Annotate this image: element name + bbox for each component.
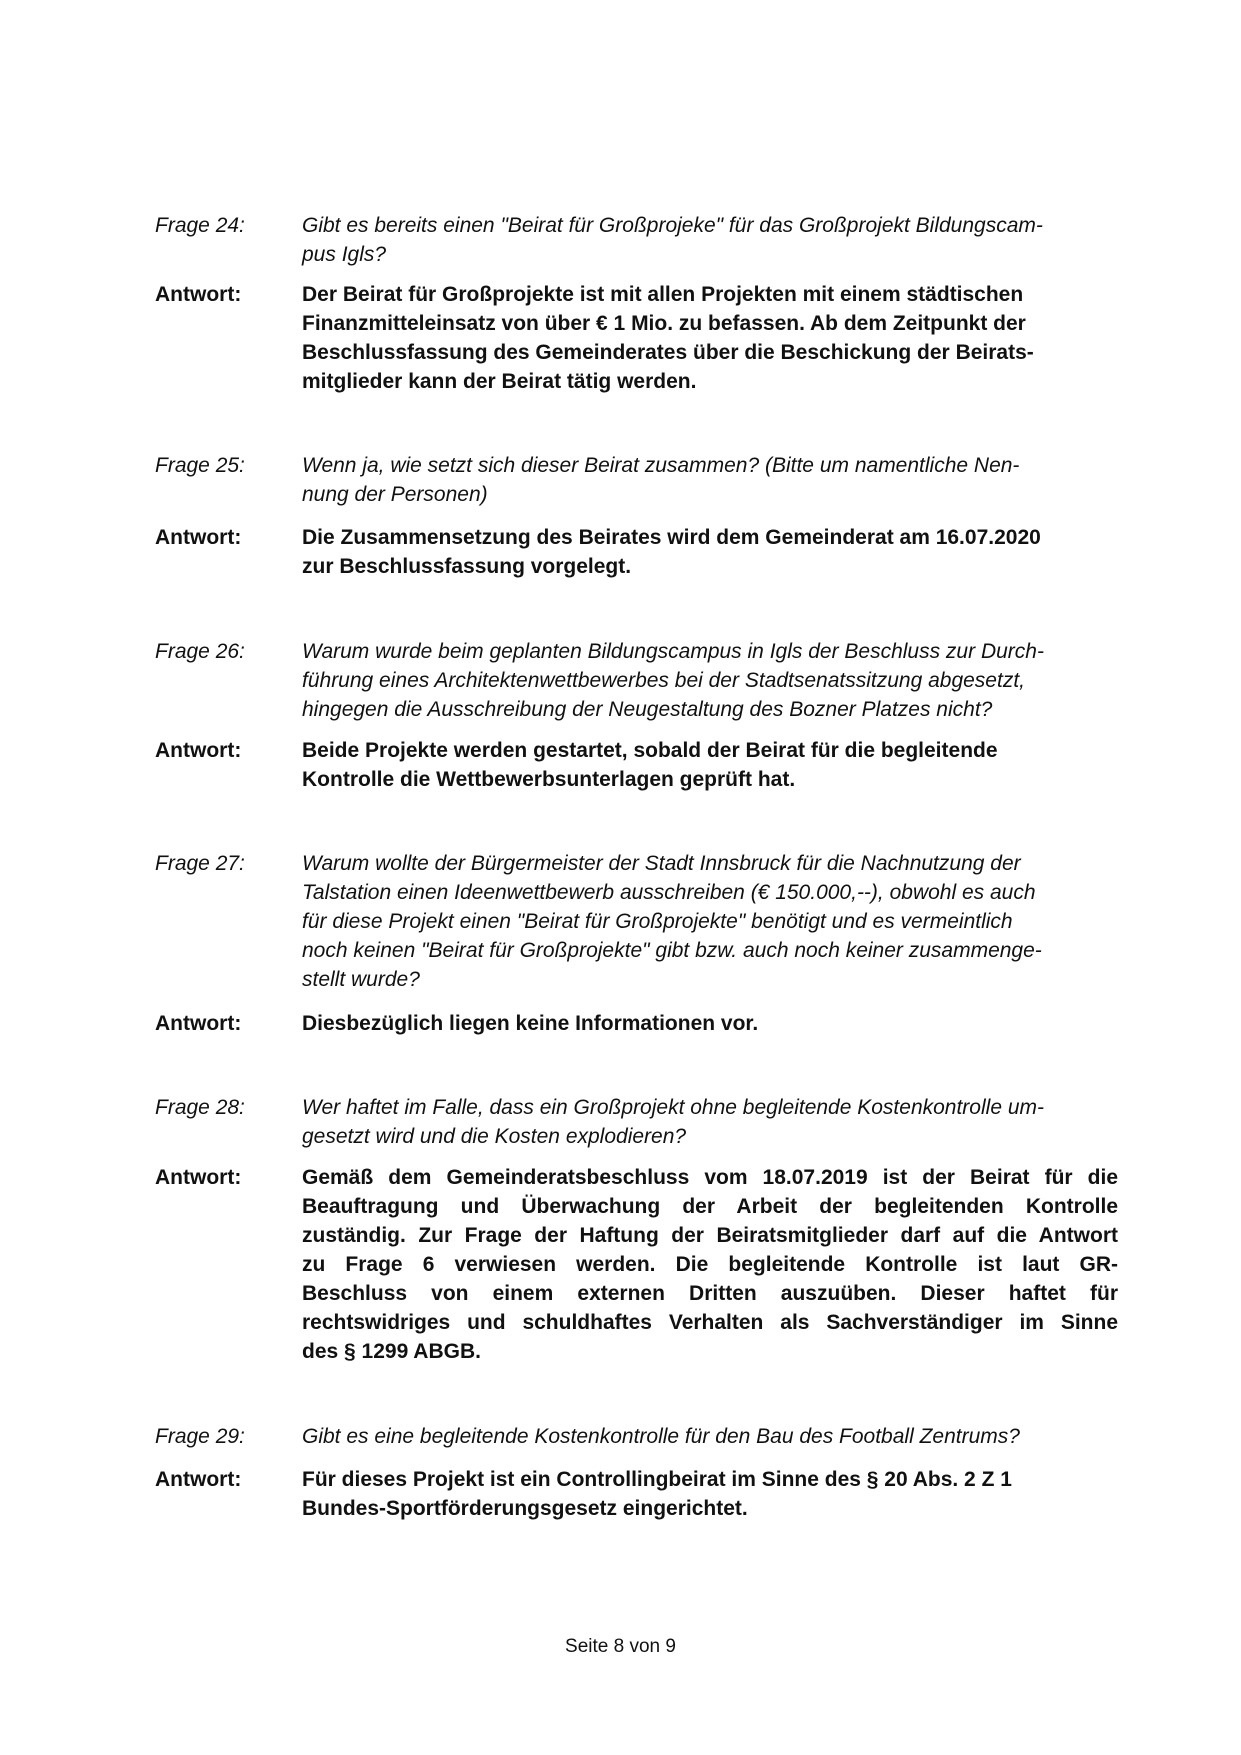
- text-line: rechtswidriges und schuldhaftes Verhalten als Sachverständiger im Sinne: [302, 1311, 1118, 1334]
- question-text: [302, 1093, 1118, 1151]
- page-number: Seite 8 von 9: [565, 1636, 676, 1657]
- question-label: Frage 29:: [155, 1425, 245, 1448]
- text-line: Diesbezüglich liegen keine Informationen vor.: [302, 1012, 759, 1035]
- text-line: Beschlussfassung des Gemeinderates über die Beschickung der Beirats-: [302, 341, 1034, 364]
- answer-label: Antwort:: [155, 1166, 242, 1189]
- answer-text: [302, 1009, 1118, 1038]
- text-line: Bundes-Sportförderungsgesetz eingerichtet.: [302, 1497, 748, 1520]
- text-line: hingegen die Ausschreibung der Neugestaltung des Bozner Platzes nicht?: [302, 698, 993, 721]
- answer-text: [302, 1465, 1118, 1523]
- text-line: stellt wurde?: [302, 968, 420, 991]
- answer-text: [302, 523, 1118, 581]
- answer-text: [302, 280, 1118, 396]
- question-label: Frage 26:: [155, 640, 245, 663]
- text-line: Die Zusammensetzung des Beirates wird dem Gemeinderat am 16.07.2020: [302, 526, 1041, 549]
- text-line: Wer haftet im Falle, dass ein Großprojekt ohne begleitende Kostenkontrolle um-: [302, 1096, 1044, 1119]
- text-line: Der Beirat für Großprojekte ist mit allen Projekten mit einem städtischen: [302, 283, 1024, 306]
- text-line: Kontrolle die Wettbewerbsunterlagen geprüft hat.: [302, 768, 796, 791]
- text-line: mitglieder kann der Beirat tätig werden.: [302, 370, 697, 393]
- text-line: für diese Projekt einen "Beirat für Großprojekte" benötigt und es vermeintlich: [302, 910, 1013, 933]
- question-label: Frage 27:: [155, 852, 245, 875]
- text-line: zur Beschlussfassung vorgelegt.: [302, 555, 632, 578]
- question-label: Frage 28:: [155, 1096, 245, 1119]
- text-line: noch keinen "Beirat für Großprojekte" gibt bzw. auch noch keiner zusammenge-: [302, 939, 1042, 962]
- text-line: Talstation einen Ideenwettbewerb ausschreiben (€ 150.000,--), obwohl es auch: [302, 881, 1036, 904]
- question-text: [302, 1422, 1118, 1451]
- answer-text: [302, 736, 1118, 794]
- text-line: pus Igls?: [302, 243, 387, 266]
- text-line: Beschluss von einem externen Dritten auszuüben. Dieser haftet für: [302, 1282, 1118, 1305]
- answer-label: Antwort:: [155, 1468, 242, 1491]
- question-text: [302, 451, 1118, 509]
- text-line: des § 1299 ABGB.: [302, 1340, 481, 1363]
- text-line: Warum wollte der Bürgermeister der Stadt Innsbruck für die Nachnutzung der: [302, 852, 1021, 875]
- text-line: Beauftragung und Überwachung der Arbeit der begleitenden Kontrolle: [302, 1195, 1118, 1218]
- text-line: zuständig. Zur Frage der Haftung der Beiratsmitglieder darf auf die Antwort: [302, 1224, 1118, 1247]
- answer-label: Antwort:: [155, 526, 242, 549]
- text-line: Für dieses Projekt ist ein Controllingbeirat im Sinne des § 20 Abs. 2 Z 1: [302, 1468, 1012, 1491]
- answer-label: Antwort:: [155, 283, 242, 306]
- text-line: Gemäß dem Gemeinderatsbeschluss vom 18.07.2019 ist der Beirat für die: [302, 1166, 1118, 1189]
- text-line: Gibt es eine begleitende Kostenkontrolle für den Bau des Football Zentrums?: [302, 1425, 1020, 1448]
- question-label: Frage 25:: [155, 454, 245, 477]
- text-line: nung der Personen): [302, 483, 488, 506]
- text-line: zu Frage 6 verwiesen werden. Die begleitende Kontrolle ist laut GR-: [302, 1253, 1118, 1276]
- question-text: [302, 211, 1118, 269]
- text-line: Finanzmitteleinsatz von über € 1 Mio. zu befassen. Ab dem Zeitpunkt der: [302, 312, 1026, 335]
- text-line: führung eines Architektenwettbewerbes bei der Stadtsenatssitzung abgesetzt,: [302, 669, 1025, 692]
- answer-label: Antwort:: [155, 739, 242, 762]
- answer-text: [302, 1163, 1118, 1366]
- text-line: gesetzt wird und die Kosten explodieren?: [302, 1125, 687, 1148]
- text-line: Warum wurde beim geplanten Bildungscampus in Igls der Beschluss zur Durch-: [302, 640, 1044, 663]
- text-line: Gibt es bereits einen "Beirat für Großprojeke" für das Großprojekt Bildungscam-: [302, 214, 1043, 237]
- text-line: Wenn ja, wie setzt sich dieser Beirat zusammen? (Bitte um namentliche Nen-: [302, 454, 1020, 477]
- question-label: Frage 24:: [155, 214, 245, 237]
- text-line: Beide Projekte werden gestartet, sobald der Beirat für die begleitende: [302, 739, 998, 762]
- question-text: [302, 637, 1118, 724]
- question-text: [302, 849, 1118, 994]
- answer-label: Antwort:: [155, 1012, 242, 1035]
